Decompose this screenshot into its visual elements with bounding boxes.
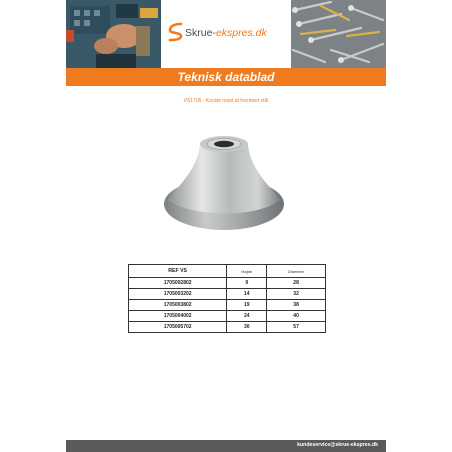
table-row [129,289,326,300]
title-bar [66,68,386,86]
cell-ref: 1705002802 [129,278,227,289]
footer-email-link[interactable]: kundeservice@skrue-ekspres.dk [297,442,378,448]
cell-ref: 1705003802 [129,300,227,311]
logo-text: Skrue-ekspres.dk [185,27,267,39]
table-row [129,300,326,311]
cell-height: 24 [227,311,267,322]
table-row [129,278,326,289]
column-header-ref: REF VS [129,265,227,278]
cell-height: 14 [227,289,267,300]
cell-ref: 1705005702 [129,322,227,333]
cell-ref: 1705004002 [129,311,227,322]
spec-table [128,264,326,333]
cell-diameter: 38 [267,300,326,311]
datasheet-page [66,0,386,452]
table-row [129,311,326,322]
table-header-row [129,265,326,278]
product-subtitle: VS1705 - Konisk roset af forzinket stål [183,98,269,104]
cell-height: 30 [227,322,267,333]
cell-diameter: 40 [267,311,326,322]
document-title: Teknisk datablad [177,70,275,84]
cell-height: 19 [227,300,267,311]
product-image [162,130,288,239]
screws-photo [291,0,386,68]
cell-diameter: 57 [267,322,326,333]
cell-diameter: 28 [267,278,326,289]
tools-photo [66,0,161,68]
logo-icon [167,22,185,42]
header-banner [66,0,386,68]
logo-area [161,0,291,68]
footer-bar [66,440,386,452]
table-row [129,322,326,333]
cell-height: 9 [227,278,267,289]
cell-diameter: 32 [267,289,326,300]
column-header-height: Højde [227,265,267,278]
cell-ref: 1705003202 [129,289,227,300]
column-header-diameter: Diameter [267,265,326,278]
